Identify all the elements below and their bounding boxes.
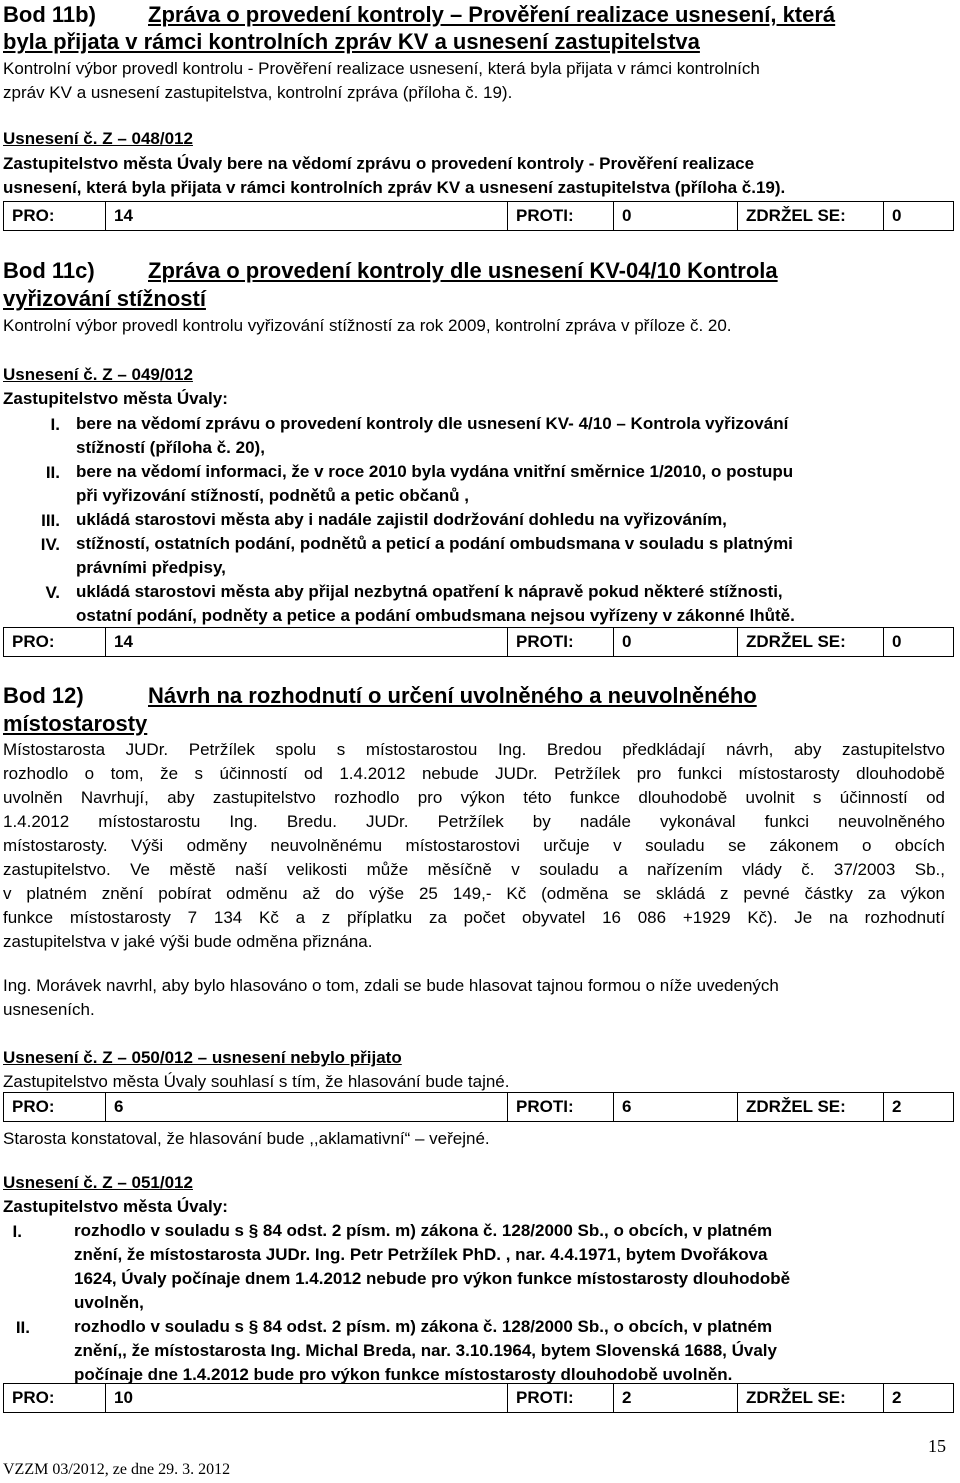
bod11c-title-line2: vyřizování stížností (3, 286, 206, 311)
bod11c-zastupitelstvo: Zastupitelstvo města Úvaly: (3, 389, 228, 408)
zdrzel-value: 2 (892, 1388, 902, 1407)
item-text: znění,, že místostarosta Ing. Michal Breda, nar. 3.10.1964, bytem Slovenská 1688, Úvaly (74, 1341, 777, 1360)
pro-value: 14 (106, 202, 508, 230)
usneseni-050-text: Zastupitelstvo města Úvaly souhlasí s tím, že hlasování bude tajné. (3, 1072, 510, 1091)
pro-label: PRO: (4, 1384, 106, 1412)
item-text: počínaje dne 1.4.2012 bude pro výkon funkce místostarosty dlouhodobě uvolněn. (74, 1365, 733, 1384)
zdrzel-label: ZDRŽEL SE: (738, 202, 884, 230)
item-roman: II. (45, 463, 60, 482)
paragraph-line: usneseních. (3, 1000, 95, 1019)
paragraph-line: zastupitelstvo. Ve městě naší velikosti může měsíčně v souladu a nařízením vlády č. 37/2003 Sb., (3, 860, 945, 879)
item-text: rozhodlo v souladu s § 84 odst. 2 písm. m) zákona č. 128/2000 Sb., o obcích, v platném (74, 1221, 773, 1240)
bod12-heading (3, 685, 757, 707)
item-text: ukládá starostovi města aby přijal nezbytná opatření k nápravě pokud některé stížnosti, (76, 582, 783, 601)
zdrzel-value: 0 (892, 632, 902, 651)
bod12-title-line2: místostarosty (3, 711, 148, 736)
bod11b-title-line2: byla přijata v rámci kontrolních zpráv KV a usnesení zastupitelstva (3, 29, 700, 54)
bod11c-heading (3, 260, 778, 282)
bod12-zastupitelstvo: Zastupitelstvo města Úvaly: (3, 1197, 228, 1216)
item-text: uvolněn, (74, 1293, 144, 1312)
item-roman: I. (12, 1222, 22, 1241)
bod11b-text-line2: zpráv KV a usnesení zastupitelstva, kontrolní zpráva (příloha č. 19). (3, 83, 513, 102)
item-text: ukládá starostovi města aby i nadále zajistil dodržování dohledu na vyřizováním, (76, 510, 727, 529)
paragraph-line: 1.4.2012 místostarostu Ing. Bredu. JUDr. Petržílek by nadále vykonával funkci neuvolněného (3, 812, 945, 831)
bod11b-number: Bod 11b) (3, 2, 96, 27)
paragraph-line: místostarosty. Výši odměny neuvolněnému místostarostovi určuje v souladu se zákonem o obcích (3, 836, 945, 855)
proti-value: 2 (614, 1384, 738, 1412)
proti-label: PROTI: (508, 1384, 614, 1412)
proti-label: PROTI: (508, 1093, 614, 1121)
proti-label: PROTI: (508, 628, 614, 656)
proti-value: 6 (614, 1093, 738, 1121)
paragraph-line: funkce místostarosty 7 134 Kč a z příplatku za počet obyvatel 16 086 +1929 Kč). Je na rozhodnutí (3, 908, 945, 927)
pro-label: PRO: (4, 1093, 106, 1121)
paragraph-line: Ing. Morávek navrhl, aby bylo hlasováno o tom, zdali se bude hlasovat tajnou formou o níže uvedených (3, 976, 779, 995)
zdrzel-value: 2 (892, 1097, 902, 1116)
item-roman: III. (41, 511, 60, 530)
vote-table-050 (3, 1092, 954, 1122)
pro-value: 6 (106, 1093, 508, 1121)
item-text: znění, že místostarosta JUDr. Ing. Petr Petržílek PhD. , nar. 4.4.1971, bytem Dvořákova (74, 1245, 768, 1264)
paragraph-line: Místostarosta JUDr. Petržílek spolu s místostarostou Ing. Bredou předkládají návrh, aby zastupitelstvo (3, 740, 945, 759)
bod11c-number: Bod 11c) (3, 258, 95, 283)
bod11b-text-line1: Kontrolní výbor provedl kontrolu - Prověření realizace usnesení, která byla přijata v rámci kontrolních (3, 59, 760, 78)
item-roman: II. (15, 1318, 30, 1337)
item-text: právními předpisy, (76, 558, 226, 577)
paragraph-line: v platném znění pobírat odměnu až do výše 25 149,- Kč (odměna se skládá z pevné částky za výkon (3, 884, 945, 903)
starosta-statement: Starosta konstatoval, že hlasování bude ,,aklamativní“ – veřejné. (3, 1129, 490, 1148)
paragraph-line: uvolněn Navrhují, aby zastupitelstvo rozhodlo pro výkon této funkce dlouhodobě uvolnit s účinností od (3, 788, 945, 807)
bod11c-title-line1: Zpráva o provedení kontroly dle usnesení KV-04/10 Kontrola (148, 258, 778, 283)
proti-value: 0 (614, 628, 738, 656)
item-text: 1624, Úvaly počínaje dnem 1.4.2012 nebude pro výkon funkce místostarosty dlouhodobě (74, 1269, 791, 1288)
usneseni-050: Usnesení č. Z – 050/012 – usnesení nebylo přijato (3, 1048, 402, 1067)
bod11c-text: Kontrolní výbor provedl kontrolu vyřizování stížností za rok 2009, kontrolní zpráva v příloze č. 20. (3, 316, 732, 335)
item-text: stížností (příloha č. 20), (76, 438, 265, 457)
zdrzel-label: ZDRŽEL SE: (738, 1093, 884, 1121)
paragraph-line: zastupitelstva v jaké výši bude odměna přiznána. (3, 932, 373, 951)
vote-table-048 (3, 201, 954, 231)
bod11b-usneseni: Usnesení č. Z – 048/012 (3, 129, 193, 148)
zdrzel-value: 0 (892, 206, 902, 225)
bod11b-resolution-line2: usnesení, která byla přijata v rámci kontrolních zpráv KV a usnesení zastupitelstva (příloha č.19). (3, 178, 786, 197)
pro-value: 14 (106, 628, 508, 656)
item-roman: I. (50, 415, 60, 434)
vote-table-049 (3, 627, 954, 657)
pro-label: PRO: (4, 628, 106, 656)
bod11b-heading (3, 4, 835, 26)
item-text: rozhodlo v souladu s § 84 odst. 2 písm. m) zákona č. 128/2000 Sb., o obcích, v platném (74, 1317, 773, 1336)
pro-value: 10 (106, 1384, 508, 1412)
bod11b-resolution-line1: Zastupitelstvo města Úvaly bere na vědomí zprávu o provedení kontroly - Prověření realizace (3, 154, 755, 173)
paragraph-line: rozhodlo o tom, že s účinností od 1.4.2012 nebude JUDr. Petržílek pro funkci místostarosty dlouhodobě (3, 764, 945, 783)
item-text: při vyřizování stížností, podnětů a petic občanů , (76, 486, 469, 505)
item-roman: IV. (40, 535, 60, 554)
bod12-title-line1: Návrh na rozhodnutí o určení uvolněného a neuvolněného (148, 683, 757, 708)
bod12-number: Bod 12) (3, 683, 84, 708)
usneseni-051: Usnesení č. Z – 051/012 (3, 1173, 193, 1192)
vote-table-051 (3, 1383, 954, 1413)
pro-label: PRO: (4, 202, 106, 230)
item-roman: V. (45, 583, 60, 602)
page-number: 15 (928, 1436, 946, 1456)
footer: VZZM 03/2012, ze dne 29. 3. 2012 (3, 1461, 231, 1478)
bod11b-title-line1: Zpráva o provedení kontroly – Prověření realizace usnesení, která (148, 2, 836, 27)
bod11c-usneseni: Usnesení č. Z – 049/012 (3, 365, 193, 384)
item-text: bere na vědomí zprávu o provedení kontroly dle usnesení KV- 4/10 – Kontrola vyřizování (76, 414, 789, 433)
item-text: stížností, ostatních podání, podnětů a peticí a podání ombudsmana v souladu s platnými (76, 534, 793, 553)
zdrzel-label: ZDRŽEL SE: (738, 628, 884, 656)
proti-label: PROTI: (508, 202, 614, 230)
item-text: bere na vědomí informaci, že v roce 2010 byla vydána vnitřní směrnice 1/2010, o postupu (76, 462, 794, 481)
zdrzel-label: ZDRŽEL SE: (738, 1384, 884, 1412)
item-text: ostatní podání, podněty a petice a podání ombudsmana nejsou vyřízeny v zákonné lhůtě. (76, 606, 795, 625)
proti-value: 0 (614, 202, 738, 230)
